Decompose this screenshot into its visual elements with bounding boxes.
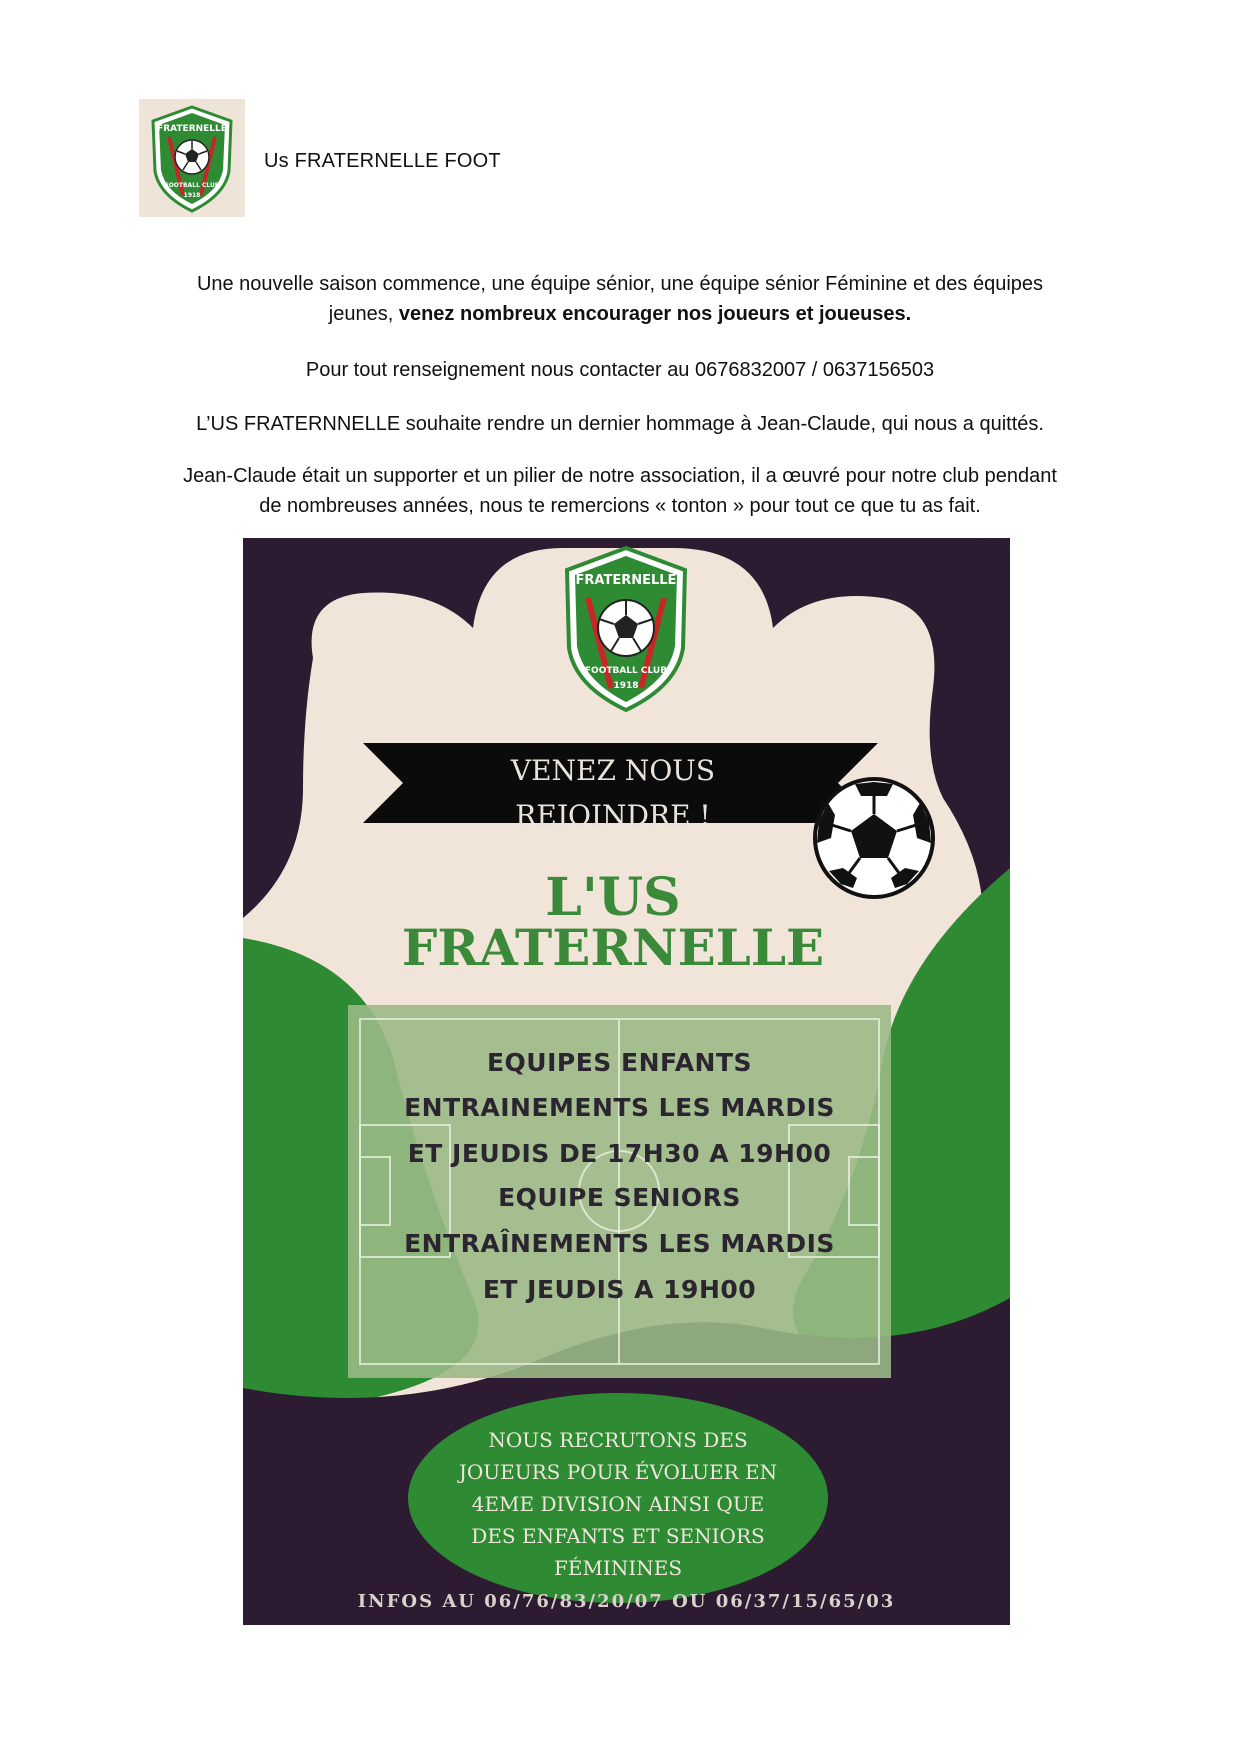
- svg-text:1918: 1918: [183, 192, 201, 199]
- schedule-line-3: ET JEUDIS DE 17H30 A 19H00: [407, 1139, 832, 1168]
- poster-title-line2: FRATERNELLE: [401, 918, 825, 977]
- recruit-line-2: JOUEURS POUR ÉVOLUER EN: [458, 1460, 778, 1484]
- schedule-line-1: EQUIPES ENFANTS: [486, 1048, 753, 1077]
- svg-text:1918: 1918: [613, 681, 639, 691]
- paragraph-season-line2: [150, 299, 1090, 329]
- schedule-line-2: ENTRAINEMENTS LES MARDIS: [404, 1093, 835, 1122]
- schedule-line-4: EQUIPE SENIORS: [498, 1183, 741, 1212]
- svg-text:FRATERNELLE: FRATERNELLE: [575, 573, 677, 588]
- club-name: Us FRATERNELLE FOOT: [264, 150, 501, 172]
- recruitment-text: [418, 1424, 818, 1584]
- schedule-line-5: ENTRAÎNEMENTS LES MARDIS: [404, 1229, 835, 1258]
- paragraph-jean-claude-line2: de nombreuses années, nous te remercions « tonton » pour tout ce que tu as fait.: [259, 495, 981, 517]
- paragraph-contact: Pour tout renseignement nous contacter au 0676832007 / 0637156503: [305, 359, 935, 381]
- recruit-line-1: NOUS RECRUTONS DES: [488, 1428, 748, 1452]
- schedule-line-6: ET JEUDIS A 19H00: [482, 1275, 757, 1304]
- svg-text:FRATERNELLE: FRATERNELLE: [157, 124, 227, 134]
- paragraph-season-plain: jeunes,: [328, 303, 399, 325]
- paragraph-jean-claude-line1: Jean-Claude était un supporter et un pilier de notre association, il a œuvré pour notre club pendant: [183, 465, 1057, 487]
- poster-infos-phone: INFOS AU 06/76/83/20/07 OU 06/37/15/65/03: [357, 1591, 896, 1612]
- paragraph-jean-claude: [150, 461, 1090, 521]
- banner-line2: REJOINDRE !: [515, 799, 711, 832]
- recruit-line-3: 4EME DIVISION AINSI QUE: [471, 1492, 765, 1516]
- header-logo: [139, 99, 245, 217]
- paragraph-season-line1: Une nouvelle saison commence, une équipe sénior, une équipe sénior Féminine et des équipes: [196, 273, 1044, 295]
- banner-line1: VENEZ NOUS: [510, 754, 716, 787]
- football-pitch: [348, 1005, 891, 1378]
- recruit-line-4: DES ENFANTS ET SENIORS: [471, 1524, 765, 1548]
- recruit-line-5: FÉMININES: [553, 1556, 683, 1580]
- svg-text:FOOTBALL CLUB: FOOTBALL CLUB: [164, 182, 220, 189]
- club-crest-icon: [139, 99, 245, 217]
- poster-title-line1: L'US: [545, 867, 681, 928]
- paragraph-season-bold: venez nombreux encourager nos joueurs et joueuses.: [398, 303, 912, 325]
- paragraph-season: [150, 269, 1090, 329]
- recruitment-poster: [243, 538, 1010, 1625]
- svg-text:FOOTBALL CLUB: FOOTBALL CLUB: [584, 666, 668, 676]
- paragraph-tribute: L’US FRATERNNELLE souhaite rendre un dernier hommage à Jean-Claude, qui nous a quittés.: [196, 413, 1044, 435]
